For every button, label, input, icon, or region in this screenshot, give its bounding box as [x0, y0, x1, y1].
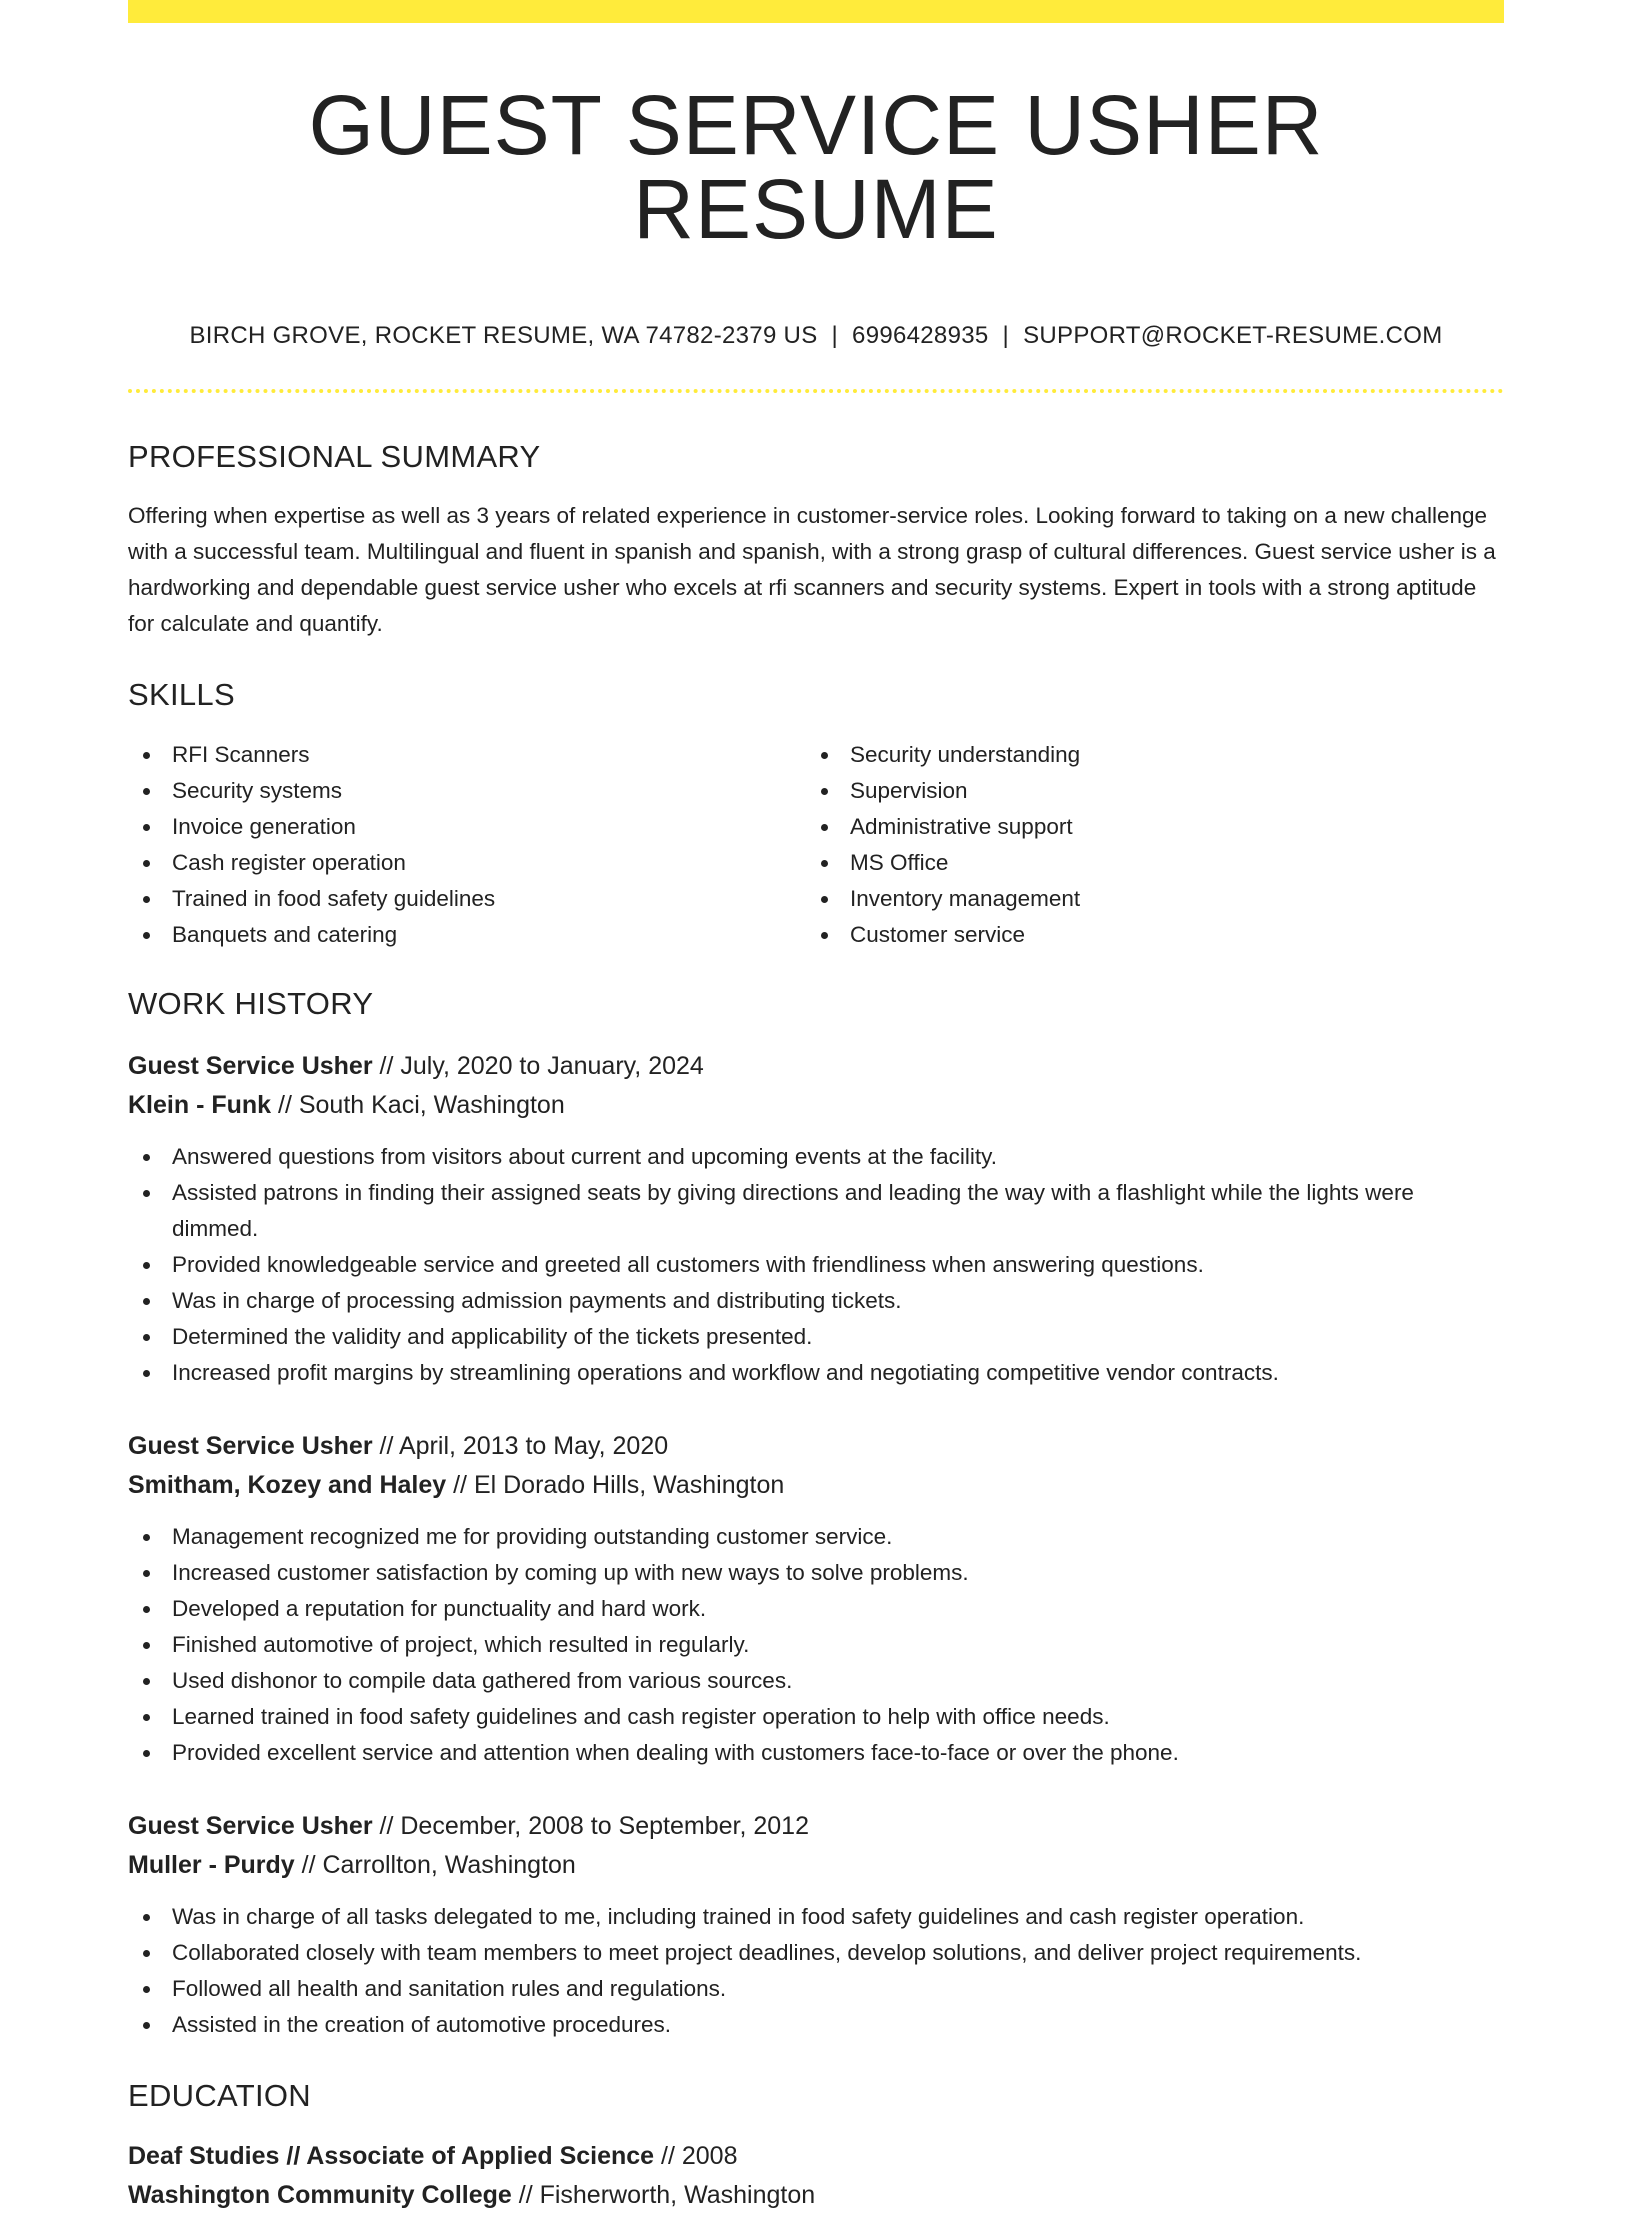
skill-item: Banquets and catering	[128, 917, 806, 953]
job-bullet: Assisted patrons in finding their assigned seats by giving directions and leading the way with a flashlight while the lights were dimmed.	[128, 1175, 1504, 1247]
skill-item: RFI Scanners	[128, 737, 806, 773]
education-entry	[128, 2137, 1504, 2215]
skill-item: Supervision	[806, 773, 1484, 809]
job-bullet: Management recognized me for providing outstanding customer service.	[128, 1519, 1504, 1555]
job-company-line	[128, 1846, 1504, 1885]
summary-text: Offering when expertise as well as 3 years of related experience in customer-service roles. Looking forward to taking on a new challenge with a successful team. Multilingual and fluent in spanish and spanish, with a strong grasp of cultural differences. Guest service usher is a hardworking and dependable guest service usher who excels at rfi scanners and security systems. Expert in tools with a strong aptitude for calculate and quantify.	[128, 503, 1496, 636]
accent-top-bar	[128, 0, 1504, 23]
summary-heading: PROFESSIONAL SUMMARY	[128, 439, 541, 474]
job-bullet: Provided excellent service and attention when dealing with customers face-to-face or over the phone.	[128, 1735, 1504, 1771]
skills-grid	[128, 737, 1504, 953]
contact-phone: 6996428935	[852, 322, 989, 349]
job-company: Muller - Purdy	[128, 1851, 295, 1879]
job-bullet: Was in charge of all tasks delegated to me, including trained in food safety guidelines and cash register operation.	[128, 1899, 1504, 1935]
education-location: // Fisherworth, Washington	[511, 2181, 816, 2209]
skill-item: Cash register operation	[128, 845, 806, 881]
job-bullet: Developed a reputation for punctuality and hard work.	[128, 1591, 1504, 1627]
job-bullet: Used dishonor to compile data gathered from various sources.	[128, 1663, 1504, 1699]
resume-title: GUEST SERVICE USHER RESUME	[308, 78, 1324, 256]
job-company: Smitham, Kozey and Haley	[128, 1471, 447, 1499]
job-bullet: Increased customer satisfaction by coming up with new ways to solve problems.	[128, 1555, 1504, 1591]
job-bullet-list	[128, 1519, 1504, 1771]
contact-separator: |	[1002, 322, 1010, 349]
education-year: // 2008	[654, 2142, 738, 2170]
education-school-line	[128, 2176, 1504, 2215]
job-entry	[128, 1427, 1504, 1771]
job-bullet: Provided knowledgeable service and greeted all customers with friendliness when answering questions.	[128, 1247, 1504, 1283]
job-entry	[128, 1047, 1504, 1391]
skill-item: Administrative support	[806, 809, 1484, 845]
skills-list-right	[806, 737, 1484, 953]
contact-line	[128, 324, 1504, 348]
skill-item: Security understanding	[806, 737, 1484, 773]
skill-item: Invoice generation	[128, 809, 806, 845]
contact-email: SUPPORT@ROCKET-RESUME.COM	[1023, 322, 1443, 349]
skill-item: Trained in food safety guidelines	[128, 881, 806, 917]
job-company-line	[128, 1466, 1504, 1505]
job-title-line	[128, 1047, 1504, 1086]
job-bullet: Assisted in the creation of automotive procedures.	[128, 2007, 1504, 2043]
job-dates: // July, 2020 to January, 2024	[372, 1052, 704, 1080]
job-bullet: Finished automotive of project, which resulted in regularly.	[128, 1627, 1504, 1663]
job-bullet: Determined the validity and applicability of the tickets presented.	[128, 1319, 1504, 1355]
job-location: // South Kaci, Washington	[271, 1091, 565, 1119]
skills-heading: SKILLS	[128, 677, 235, 712]
contact-address: BIRCH GROVE, ROCKET RESUME, WA 74782-2379 US	[189, 322, 818, 349]
job-location: // Carrollton, Washington	[294, 1851, 576, 1879]
skill-item: MS Office	[806, 845, 1484, 881]
job-title-line	[128, 1807, 1504, 1846]
job-bullet-list	[128, 1139, 1504, 1391]
skills-list-left	[128, 737, 806, 953]
job-entry	[128, 1807, 1504, 2043]
job-bullet: Increased profit margins by streamlining operations and workflow and negotiating competitive vendor contracts.	[128, 1355, 1504, 1391]
job-bullet: Was in charge of processing admission payments and distributing tickets.	[128, 1283, 1504, 1319]
job-bullet-list	[128, 1899, 1504, 2043]
job-location: // El Dorado Hills, Washington	[446, 1471, 785, 1499]
education-heading: EDUCATION	[128, 2078, 311, 2113]
job-title: Guest Service Usher	[128, 1432, 373, 1460]
job-title: Guest Service Usher	[128, 1812, 373, 1840]
job-title: Guest Service Usher	[128, 1052, 373, 1080]
job-company-line	[128, 1086, 1504, 1125]
job-bullet: Followed all health and sanitation rules and regulations.	[128, 1971, 1504, 2007]
work-history-heading: WORK HISTORY	[128, 986, 374, 1021]
job-dates: // December, 2008 to September, 2012	[372, 1812, 809, 1840]
job-dates: // April, 2013 to May, 2020	[372, 1432, 669, 1460]
education-degree: Deaf Studies // Associate of Applied Science	[128, 2142, 655, 2170]
job-company: Klein - Funk	[128, 1091, 272, 1119]
job-title-line	[128, 1427, 1504, 1466]
skill-item: Security systems	[128, 773, 806, 809]
job-bullet: Learned trained in food safety guidelines and cash register operation to help with office needs.	[128, 1699, 1504, 1735]
skill-item: Inventory management	[806, 881, 1484, 917]
education-school: Washington Community College	[128, 2181, 512, 2209]
education-degree-line	[128, 2137, 1504, 2176]
dotted-divider	[128, 389, 1504, 393]
contact-separator: |	[831, 322, 839, 349]
resume-page	[128, 0, 1504, 2215]
job-bullet: Collaborated closely with team members to meet project deadlines, develop solutions, and deliver project requirements.	[128, 1935, 1504, 1971]
job-bullet: Answered questions from visitors about current and upcoming events at the facility.	[128, 1139, 1504, 1175]
skill-item: Customer service	[806, 917, 1484, 953]
